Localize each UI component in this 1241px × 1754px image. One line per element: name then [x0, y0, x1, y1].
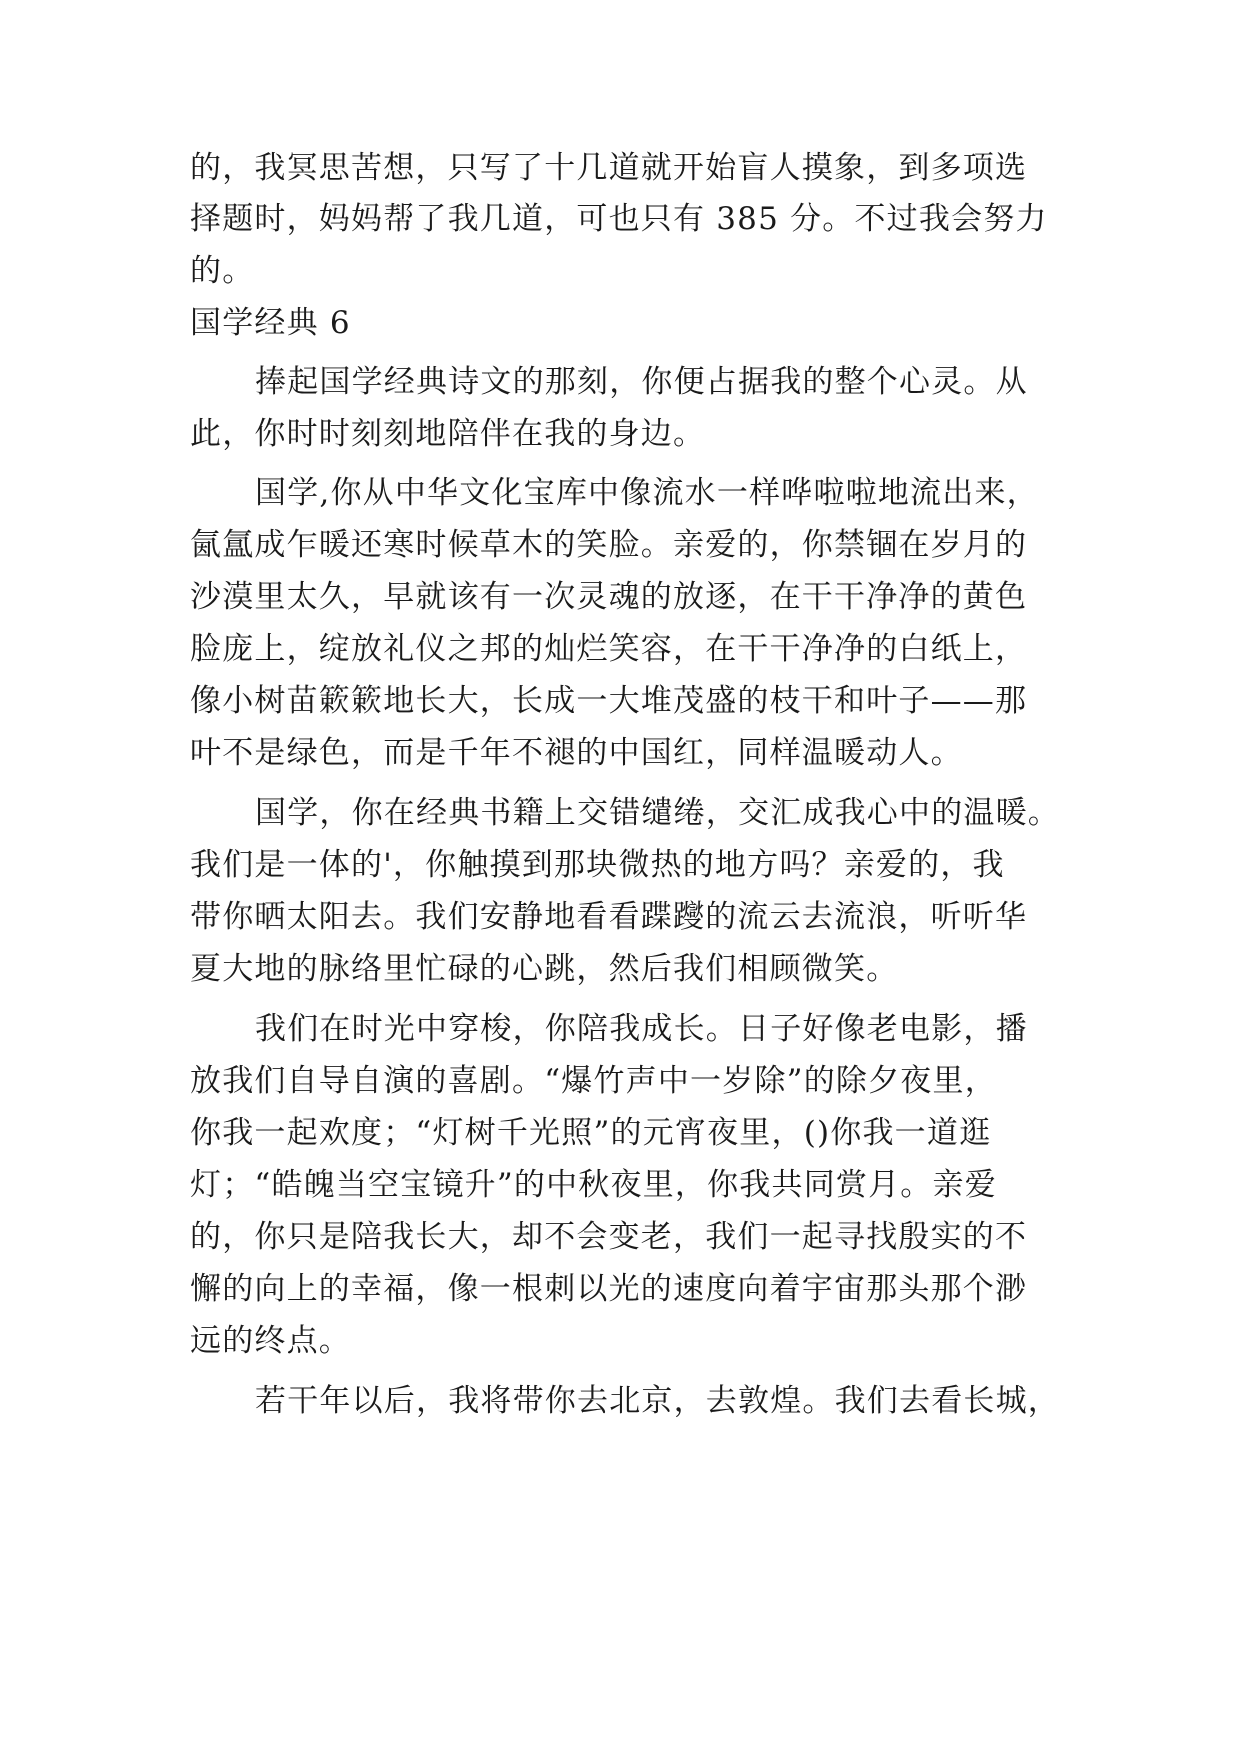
text-line: 捧起国学经典诗文的那刻，你便占据我的整个心灵。从: [255, 364, 1028, 400]
text-line: 夏大地的脉络里忙碌的心跳，然后我们相顾微笑。: [190, 951, 899, 987]
text-line: 放我们自导自演的喜剧。“爆竹声中一岁除”的除夕夜里，: [190, 1063, 997, 1099]
text-line: 的。: [190, 253, 255, 289]
text-line: 我们在时光中穿梭，你陪我成长。日子好像老电影，播: [255, 1011, 1028, 1047]
text-line: 国学,你从中华文化宝库中像流水一样哗啦啦地流出来，: [255, 475, 1039, 511]
text-line: 你我一起欢度；“灯树千光照”的元宵夜里，()你我一道逛: [190, 1115, 992, 1151]
text-line: 的，你只是陪我长大，却不会变老，我们一起寻找殷实的不: [190, 1219, 1028, 1255]
text-line: 懈的向上的幸福，像一根刺以光的速度向着宇宙那头那个渺: [190, 1271, 1028, 1307]
text-line: 脸庞上，绽放礼仪之邦的灿烂笑容，在干干净净的白纸上，: [190, 631, 1028, 667]
text-line: 我们是一体的'，你触摸到那块微热的地方吗？亲爱的，我: [190, 847, 1005, 883]
text-line: 的，我冥思苦想，只写了十几道就开始盲人摸象，到多项选: [190, 150, 1028, 186]
text-line: 沙漠里太久，早就该有一次灵魂的放逐，在干干净净的黄色: [190, 579, 1028, 615]
text-line: 氤氲成乍暖还寒时候草木的笑脸。亲爱的，你禁锢在岁月的: [190, 527, 1028, 563]
text-line: 若干年以后，我将带你去北京，去敦煌。我们去看长城，: [255, 1383, 1060, 1419]
text-line: 灯；“皓魄当空宝镜升”的中秋夜里，你我共同赏月。亲爱: [190, 1167, 997, 1203]
text-line: 择题时，妈妈帮了我几道，可也只有 385 分。不过我会努力: [190, 201, 1048, 237]
text-line: 带你晒太阳去。我们安静地看看蹀躞的流云去流浪，听听华: [190, 899, 1028, 935]
text-line: 此，你时时刻刻地陪伴在我的身边。: [190, 416, 706, 452]
text-line: 叶不是绿色，而是千年不褪的中国红，同样温暖动人。: [190, 735, 963, 771]
text-line: 远的终点。: [190, 1323, 351, 1359]
text-line: 像小树苗簌簌地长大，长成一大堆茂盛的枝干和叶子——那: [190, 683, 1028, 719]
section-heading: 国学经典 6: [190, 305, 351, 341]
text-line: 国学，你在经典书籍上交错缱绻，交汇成我心中的温暖。: [255, 795, 1060, 831]
